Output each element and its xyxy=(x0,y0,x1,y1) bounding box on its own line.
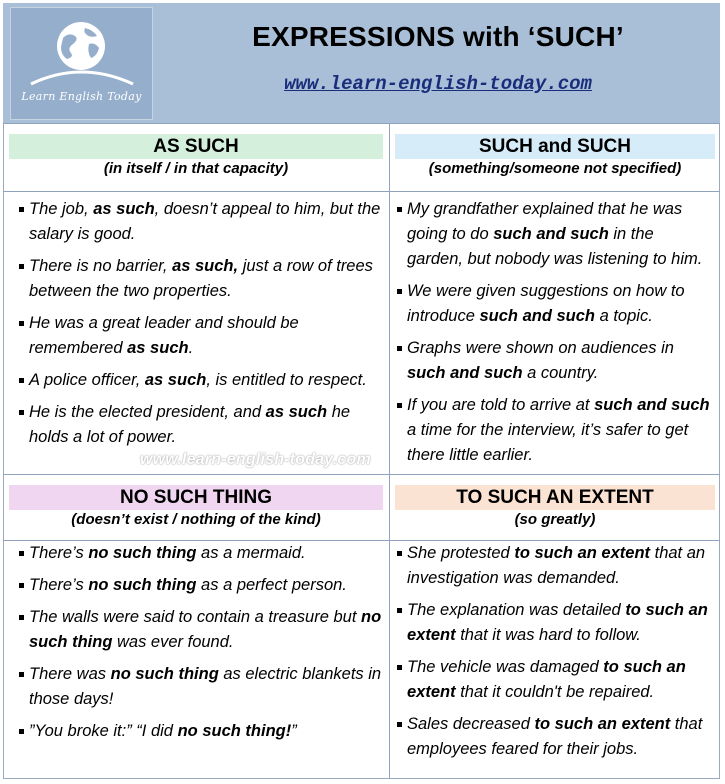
sentence-text: that an investigation was demanded. xyxy=(407,544,706,587)
list-item xyxy=(18,662,384,712)
list-item xyxy=(396,541,714,591)
highlighted-phrase: as such xyxy=(144,371,207,389)
sentence-text: as a perfect person. xyxy=(196,576,347,594)
highlighted-phrase: as such, xyxy=(172,257,239,275)
sentence-text: a topic. xyxy=(595,307,653,325)
section-subtitle-to-such-an-extent: (so greatly) xyxy=(514,511,596,528)
highlighted-phrase: such and such xyxy=(479,307,595,325)
list-such-and-such xyxy=(396,197,714,475)
sentence-text: The job, xyxy=(29,200,94,218)
sentence-text: The vehicle was damaged xyxy=(407,658,604,676)
list-item xyxy=(18,400,384,450)
sentence-text: that employees feared for their jobs. xyxy=(407,715,703,758)
highlighted-phrase: no such thing xyxy=(88,576,197,594)
section-subtitle-no-such-thing: (doesn’t exist / nothing of the kind) xyxy=(71,511,321,528)
sentence-text: He was a great leader and should be remembered xyxy=(29,314,299,357)
sentence-text: as electric blankets in those days! xyxy=(29,665,382,708)
section-heading-to-such-an-extent: TO SUCH AN EXTENT xyxy=(395,485,715,510)
sentence-text: The walls were said to contain a treasure but xyxy=(29,608,362,626)
section-subtitle-as-such: (in itself / in that capacity) xyxy=(103,160,289,177)
sentence-text: He is the elected president, and xyxy=(29,403,266,421)
highlighted-phrase: such and such xyxy=(493,225,609,243)
header xyxy=(3,3,720,124)
section-heading-no-such-thing: NO SUCH THING xyxy=(9,485,383,510)
column-divider xyxy=(389,124,390,779)
highlighted-phrase: as such xyxy=(127,339,189,357)
sentence-text: as a mermaid. xyxy=(196,544,306,562)
watermark: www.learn-english-today.com xyxy=(140,451,371,468)
list-item xyxy=(18,573,384,598)
sentence-text: A police officer, xyxy=(29,371,145,389)
list-item xyxy=(396,279,714,329)
sentence-text: ” xyxy=(291,722,297,740)
highlighted-phrase: such and such xyxy=(407,364,523,382)
highlighted-phrase: no such thing xyxy=(29,608,382,651)
list-item xyxy=(18,311,384,361)
list-to-such-an-extent xyxy=(396,541,714,769)
sentence-text: There’s xyxy=(29,544,89,562)
list-item xyxy=(18,197,384,247)
sentence-text: in the garden, but nobody was listening to him. xyxy=(407,225,703,268)
sentence-text: he holds a lot of power. xyxy=(29,403,351,446)
sentence-text: ”You broke it:” “I did xyxy=(29,722,178,740)
highlighted-phrase: to such an extent xyxy=(407,658,686,701)
highlighted-phrase: to such an extent xyxy=(534,715,671,733)
sentence-text: , is entitled to respect. xyxy=(206,371,367,389)
highlighted-phrase: no such thing xyxy=(110,665,219,683)
list-no-such-thing xyxy=(18,541,384,751)
sentence-text: Sales decreased xyxy=(407,715,535,733)
sentence-text: that it was hard to follow. xyxy=(455,626,641,644)
highlighted-phrase: such and such xyxy=(594,396,710,414)
list-item xyxy=(396,393,714,468)
highlighted-phrase: to such an extent xyxy=(407,601,708,644)
list-item xyxy=(18,719,384,744)
sentence-text: There’s xyxy=(29,576,89,594)
list-item xyxy=(18,254,384,304)
sentence-text: Graphs were shown on audiences in xyxy=(407,339,674,357)
list-item xyxy=(18,541,384,566)
section-heading-as-such: AS SUCH xyxy=(9,134,383,159)
logo xyxy=(10,7,153,120)
row-divider-top xyxy=(3,191,720,192)
sentence-text: She protested xyxy=(407,544,515,562)
highlighted-phrase: no such thing! xyxy=(177,722,292,740)
section-heading-such-and-such: SUCH and SUCH xyxy=(395,134,715,159)
sentence-text: We were given suggestions on how to introduce xyxy=(407,282,685,325)
list-item xyxy=(396,197,714,272)
sentence-text: My grandfather explained that he was going to do xyxy=(407,200,683,243)
sentence-text: was ever found. xyxy=(112,633,234,651)
section-subtitle-such-and-such: (something/someone not specified) xyxy=(428,160,682,177)
sentence-text: that it couldn't be repaired. xyxy=(455,683,655,701)
sentence-text: . xyxy=(188,339,194,357)
highlighted-phrase: as such xyxy=(93,200,155,218)
list-item xyxy=(18,368,384,393)
list-as-such xyxy=(18,197,384,457)
list-item xyxy=(18,605,384,655)
sentence-text: a time for the interview, it’s safer to get there little earlier. xyxy=(407,421,689,464)
sentence-text: There is no barrier, xyxy=(29,257,173,275)
list-item xyxy=(396,598,714,648)
sentence-text: If you are told to arrive at xyxy=(407,396,595,414)
list-item xyxy=(396,336,714,386)
highlighted-phrase: no such thing xyxy=(88,544,197,562)
list-item xyxy=(396,712,714,762)
logo-text: Learn English Today xyxy=(21,90,142,103)
sentence-text: The explanation was detailed xyxy=(407,601,626,619)
sentence-text: just a row of trees between the two properties. xyxy=(29,257,373,300)
page-title: EXPRESSIONS with ‘SUCH’ xyxy=(252,21,624,52)
site-link[interactable]: www.learn-english-today.com xyxy=(284,73,592,95)
sentence-text: There was xyxy=(29,665,111,683)
highlighted-phrase: as such xyxy=(265,403,328,421)
sentence-text: a country. xyxy=(522,364,599,382)
list-item xyxy=(396,655,714,705)
sentence-text: , doesn’t appeal to him, but the salary is good. xyxy=(29,200,381,243)
highlighted-phrase: to such an extent xyxy=(514,544,651,562)
